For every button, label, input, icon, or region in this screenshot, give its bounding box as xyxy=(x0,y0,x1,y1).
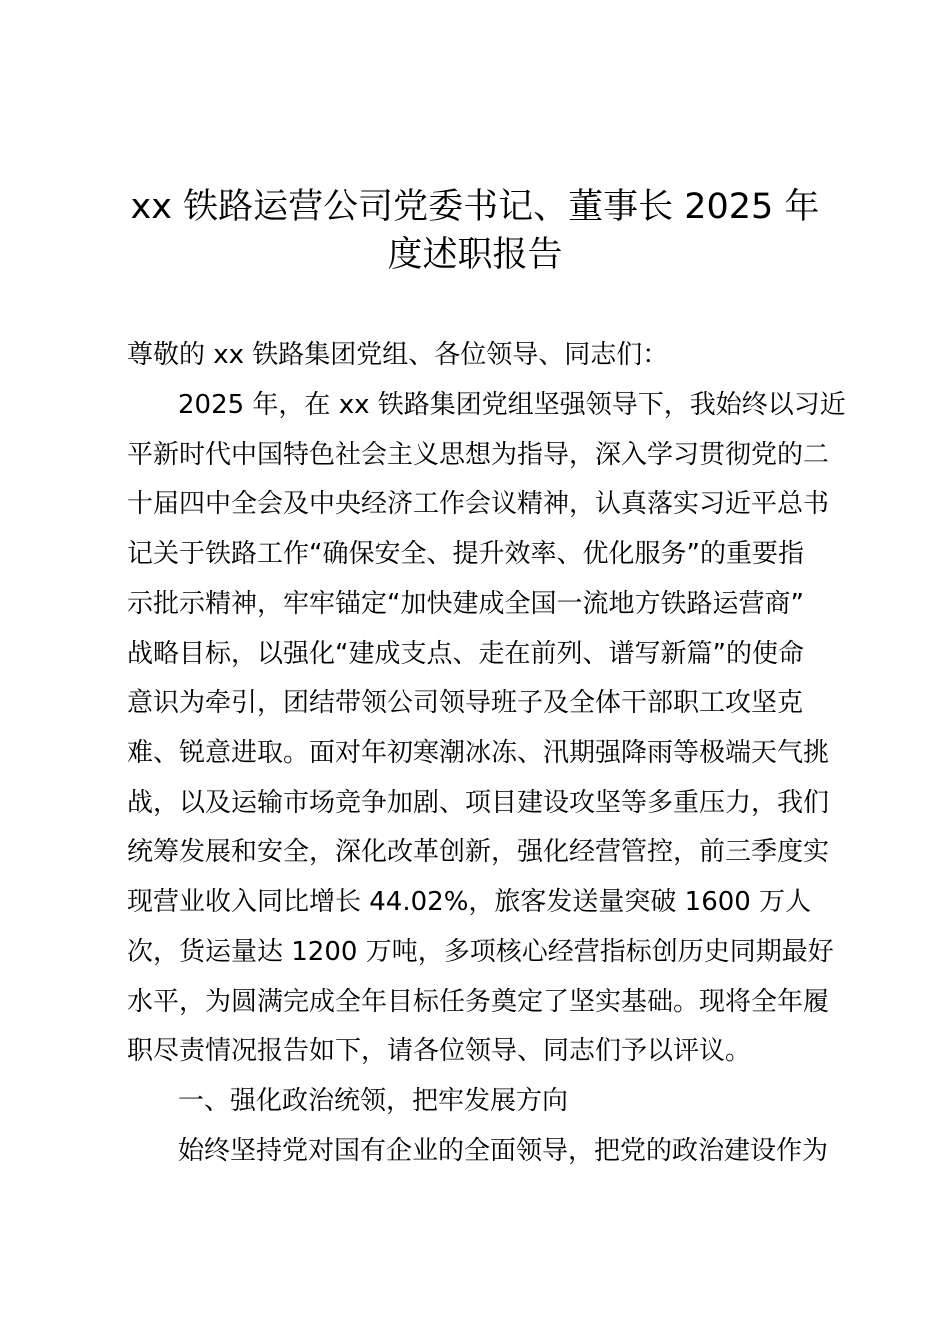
paragraph-line: 次，货运量达 1200 万吨，多项核心经营指标创历史同期最好 xyxy=(127,937,834,967)
paragraph-line: 意识为牵引，团结带领公司领导班子及全体干部职工攻坚克 xyxy=(127,688,804,718)
paragraph-line: 平新时代中国特色社会主义思想为指导，深入学习贯彻党的二 xyxy=(127,440,830,470)
paragraph-line: 示批示精神，牢牢锚定“加快建成全国一流地方铁路运营商” xyxy=(127,589,804,619)
document-title-line-2: 度述职报告 xyxy=(387,235,563,275)
paragraph-line: 现营业收入同比增长 44.02%，旅客发送量突破 1600 万人 xyxy=(127,887,812,917)
paragraph-line: 职尽责情况报告如下，请各位领导、同志们予以评议。 xyxy=(127,1036,752,1066)
paragraph-line: 水平，为圆满完成全年目标任务奠定了坚实基础。现将全年履 xyxy=(127,987,830,1017)
document-title-line-1: xx 铁路运营公司党委书记、董事长 2025 年 xyxy=(130,187,820,227)
paragraph-line: 统筹发展和安全，深化改革创新，强化经营管控，前三季度实 xyxy=(127,837,830,867)
paragraph-line: 战，以及运输市场竞争加剧、项目建设攻坚等多重压力，我们 xyxy=(127,788,830,818)
paragraph-line: 始终坚持党对国有企业的全面领导，把党的政治建设作为 xyxy=(178,1136,829,1166)
paragraph-line: 战略目标，以强化“建成支点、走在前列、谱写新篇”的使命 xyxy=(127,639,804,669)
paragraph-line: 2025 年，在 xx 铁路集团党组坚强领导下，我始终以习近 xyxy=(178,390,846,420)
section-heading: 一、强化政治统领，把牢发展方向 xyxy=(178,1086,569,1116)
paragraph-line: 记关于铁路工作“确保安全、提升效率、优化服务”的重要指 xyxy=(127,539,804,569)
salutation: 尊敬的 xx 铁路集团党组、各位领导、同志们： xyxy=(127,340,669,370)
paragraph-line: 十届四中全会及中央经济工作会议精神，认真落实习近平总书 xyxy=(127,489,830,519)
paragraph-line: 难、锐意进取。面对年初寒潮冰冻、汛期强降雨等极端天气挑 xyxy=(127,738,830,768)
